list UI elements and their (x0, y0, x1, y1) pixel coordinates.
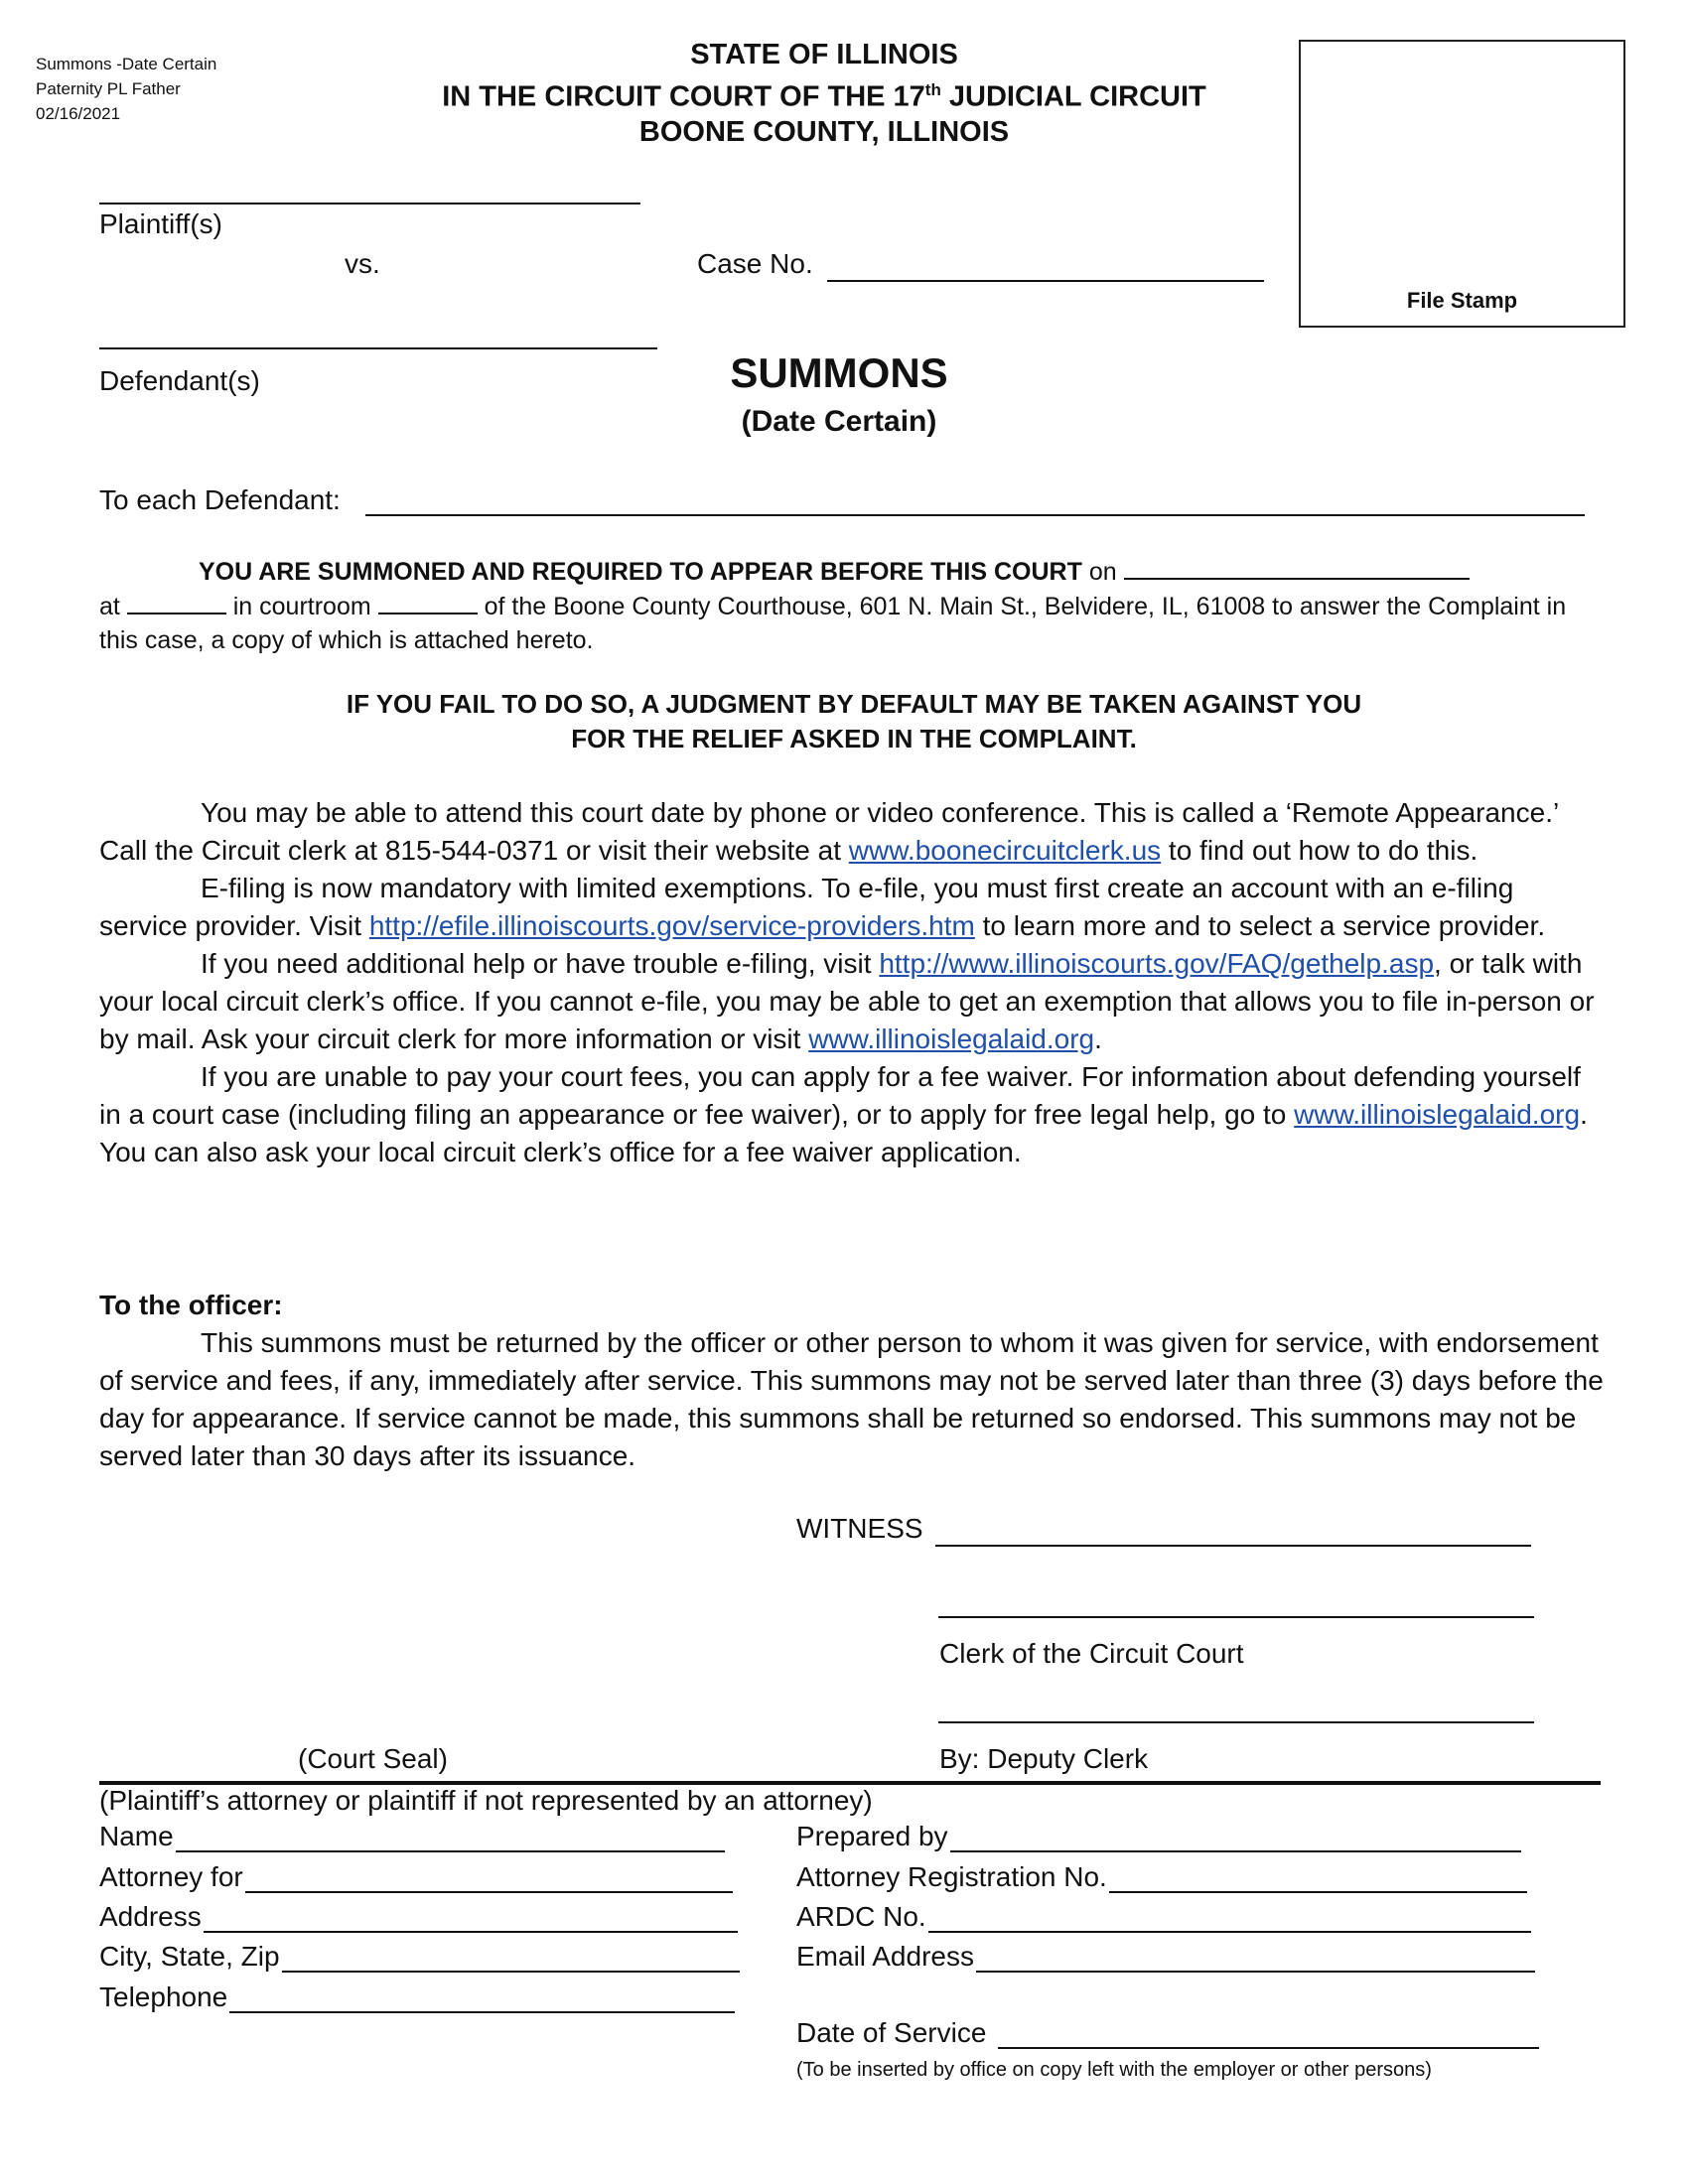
info-paragraphs (99, 794, 1609, 1171)
efiling-paragraph: E-filing is now mandatory with limited exemptions. To e-file, you must first create an account with an e-filing service provider. Visit http://efile.illinoiscourts.gov/service-providers.htm to learn more and to select a service provider. (99, 873, 1546, 941)
attorney-heading: (Plaintiff’s attorney or plaintiff if not represented by an attorney) (99, 1785, 873, 1816)
default-warning: IF YOU FAIL TO DO SO, A JUDGMENT BY DEFAULT MAY BE TAKEN AGAINST YOU FOR THE RELIEF ASKED IN THE COMPLAINT. (346, 689, 1362, 753)
plaintiff-line[interactable] (99, 203, 640, 205)
attorney-name-field[interactable]: Name (99, 1821, 725, 1852)
legalaid-link-2[interactable]: www.illinoislegalaid.org (1294, 1099, 1581, 1130)
summons-rest: of the Boone County Courthouse, 601 N. Main St., Belvidere, IL, 61008 to answer the Complaint in this case, a copy of which is attached hereto. (99, 593, 1567, 654)
to-each-defendant-label: To each Defendant: (99, 484, 341, 515)
document-subtitle: (Date Certain) (741, 405, 937, 438)
prepared-by-field[interactable]: Prepared by (796, 1821, 1521, 1852)
defendant-line[interactable] (99, 347, 657, 349)
court-circuit: IN THE CIRCUIT COURT OF THE 17th JUDICIAL CIRCUIT (442, 80, 1206, 113)
defendant-name-line[interactable] (365, 514, 1585, 516)
court-county: BOONE COUNTY, ILLINOIS (638, 115, 1010, 148)
officer-section (99, 1287, 1609, 1475)
help-paragraph: If you need additional help or have trouble e-filing, visit http://www.illinoiscourts.gov/FAQ/gethelp.asp, or talk with your local circuit clerk’s office. If you cannot e-file, you may be able to get an exemption that allows you to file in-person or by mail. Ask your circuit clerk for more information or visit www.illinoislegalaid.org. (99, 948, 1595, 1054)
clerk-label: Clerk of the Circuit Court (939, 1638, 1244, 1669)
deputy-clerk-label: By: Deputy Clerk (939, 1743, 1149, 1774)
appearance-date-blank[interactable] (1124, 554, 1470, 580)
ardc-no-field[interactable]: ARDC No. (796, 1901, 1531, 1933)
case-no-label: Case No. (697, 248, 813, 279)
date-of-service-note: (To be inserted by office on copy left with the employer or other persons) (796, 2059, 1432, 2081)
court-heading (328, 38, 1321, 150)
deputy-signature-line[interactable] (938, 1721, 1534, 1723)
officer-heading: To the officer: (99, 1290, 283, 1320)
file-stamp-box (1299, 40, 1625, 328)
officer-text: This summons must be returned by the officer or other person to whom it was given for service, with endorsement of service and fees, if any, immediately after service. This summons may not be served later than three (3) days before the day for appearance. If service cannot be made, this summons shall be returned so endorsed. This summons may not be served later than 30 days after its issuance. (99, 1327, 1604, 1471)
remote-appearance-paragraph: You may be able to attend this court date by phone or video conference. This is called a ‘Remote Appearance.’ Call the Circuit clerk at 815-544-0371 or visit their website at www.boonecircuitclerk.us to find out how to do this. (99, 797, 1559, 866)
summons-paragraph: YOU ARE SUMMONED AND REQUIRED TO APPEAR BEFORE THIS COURT on at in courtroom of the Boone County Courthouse, 601 N. Main St., Belvidere, IL, 61008 to answer the Complaint in this case, a copy of which is attached hereto. (99, 554, 1609, 657)
attorney-city-state-zip-field[interactable]: City, State, Zip (99, 1941, 740, 1973)
courtroom-blank[interactable] (378, 589, 478, 614)
clerk-website-link[interactable]: www.boonecircuitclerk.us (848, 835, 1162, 866)
legalaid-link-1[interactable]: www.illinoislegalaid.org (808, 1024, 1095, 1054)
fee-waiver-paragraph: If you are unable to pay your court fees, you can apply for a fee waiver. For information about defending yourself in a court case (including filing an appearance or fee waiver), or to apply for free legal help, go to www.illinoislegalaid.org. You can also ask your local circuit clerk’s office for a fee waiver application. (99, 1061, 1588, 1167)
witness-line[interactable] (935, 1545, 1531, 1547)
document-title: SUMMONS (730, 349, 948, 396)
clerk-signature-line[interactable] (938, 1616, 1534, 1618)
summons-bold: YOU ARE SUMMONED AND REQUIRED TO APPEAR BEFORE THIS COURT (199, 558, 1082, 586)
form-meta-line2: Paternity PL Father (36, 79, 181, 98)
court-state: STATE OF ILLINOIS (690, 39, 958, 70)
email-address-field[interactable]: Email Address (796, 1941, 1535, 1973)
efile-providers-link[interactable]: http://efile.illinoiscourts.gov/service-providers.htm (368, 910, 975, 941)
plaintiff-label: Plaintiff(s) (99, 208, 222, 239)
defendant-label: Defendant(s) (99, 365, 260, 396)
attorney-for-field[interactable]: Attorney for (99, 1861, 733, 1893)
vs-label: vs. (345, 248, 380, 279)
witness-label: WITNESS (796, 1513, 923, 1544)
form-meta-line3: 02/16/2021 (36, 104, 121, 123)
form-meta-line1: Summons -Date Certain (36, 55, 217, 73)
attorney-telephone-field[interactable]: Telephone (99, 1981, 735, 2013)
file-stamp-label: File Stamp (1406, 288, 1518, 313)
form-meta (36, 52, 216, 126)
court-seal-label: (Court Seal) (298, 1743, 448, 1774)
attorney-address-field[interactable]: Address (99, 1901, 738, 1933)
appearance-time-blank[interactable] (127, 589, 226, 614)
case-no-line[interactable] (827, 280, 1264, 282)
date-of-service-field[interactable]: Date of Service (796, 2017, 1539, 2049)
attorney-registration-field[interactable]: Attorney Registration No. (796, 1861, 1527, 1893)
gethelp-link[interactable]: http://www.illinoiscourts.gov/FAQ/gethelp.asp (879, 948, 1435, 979)
